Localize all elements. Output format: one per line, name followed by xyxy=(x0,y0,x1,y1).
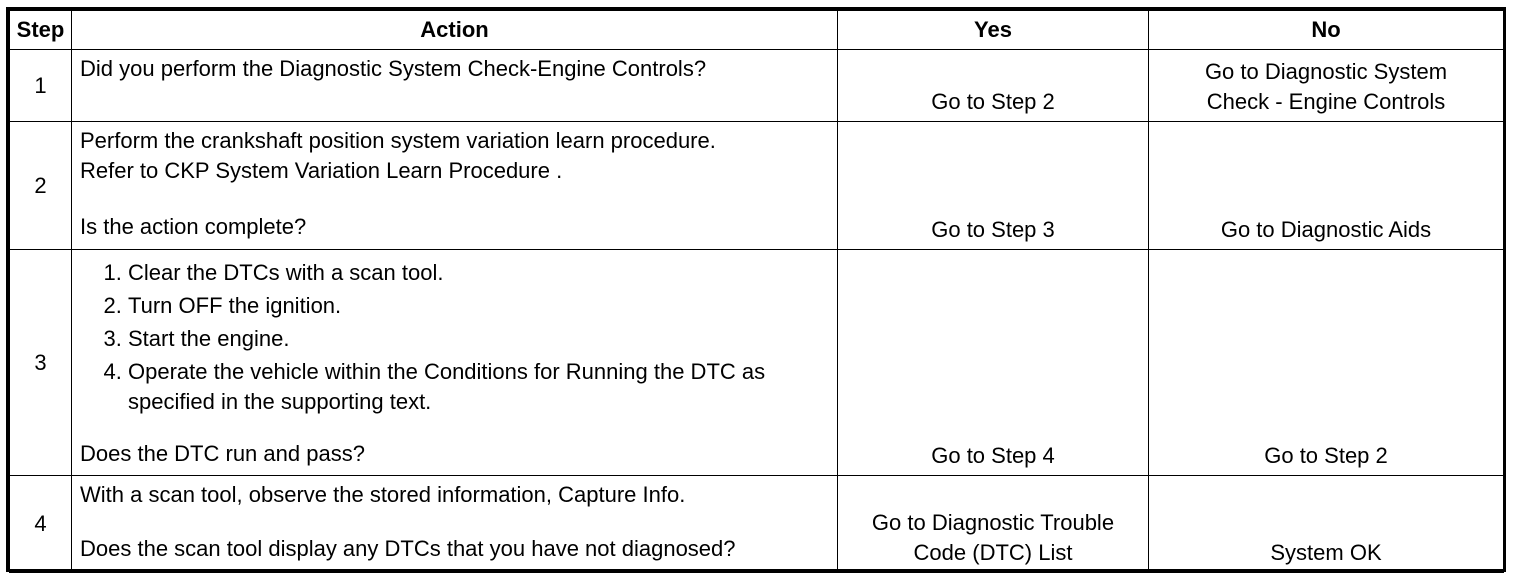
yes-link-line: Code (DTC) List xyxy=(913,540,1073,565)
diagnostic-table-container xyxy=(6,7,1506,572)
no-link[interactable] xyxy=(1149,57,1503,117)
table-row xyxy=(10,250,1504,476)
step-number: 4 xyxy=(10,476,72,573)
yes-link[interactable] xyxy=(838,508,1148,568)
list-item-text: 4. Operate the vehicle within the Conditions for Running the DTC as specified in the supporting text. xyxy=(128,359,766,414)
list-item: 1. Clear the DTCs with a scan tool. xyxy=(128,256,829,289)
step-number: 2 xyxy=(10,122,72,250)
spacer xyxy=(80,186,829,212)
action-question: Is the action complete? xyxy=(80,214,307,239)
header-row xyxy=(10,11,1504,50)
action-text: With a scan tool, observe the stored information, Capture Info. xyxy=(80,482,686,507)
step-number: 1 xyxy=(10,50,72,122)
no-link-line: Go to Diagnostic System xyxy=(1204,59,1448,84)
list-item: 2. Turn OFF the ignition. xyxy=(128,289,829,322)
diagnostic-table xyxy=(9,10,1504,573)
yes-link-line: Go to Diagnostic Trouble xyxy=(871,510,1115,535)
spacer xyxy=(80,510,829,534)
list-item xyxy=(128,355,829,417)
no-link[interactable]: Go to Step 2 xyxy=(1264,443,1388,468)
list-item: 3. Start the engine. xyxy=(128,322,829,355)
yes-cell xyxy=(838,50,1149,122)
action-text: Perform the crankshaft position system variation learn procedure. xyxy=(80,128,716,153)
header-yes: Yes xyxy=(838,11,1149,50)
no-cell xyxy=(1149,250,1504,476)
procedure-link[interactable]: Refer to CKP System Variation Learn Procedure . xyxy=(80,158,563,183)
action-cell xyxy=(72,250,838,476)
table-row xyxy=(10,50,1504,122)
procedure-list xyxy=(80,256,829,417)
spacer xyxy=(80,417,829,439)
header-step: Step xyxy=(10,11,72,50)
header-no: No xyxy=(1149,11,1504,50)
no-link[interactable]: Go to Diagnostic Aids xyxy=(1220,217,1432,242)
action-text xyxy=(80,156,829,186)
no-result: System OK xyxy=(1270,540,1382,565)
no-cell xyxy=(1149,122,1504,250)
action-cell xyxy=(72,50,838,122)
yes-link[interactable]: Go to Step 2 xyxy=(931,89,1055,114)
yes-link[interactable]: Go to Step 3 xyxy=(931,217,1055,242)
no-link-line: Check - Engine Controls xyxy=(1206,89,1446,114)
header-action: Action xyxy=(72,11,838,50)
yes-cell xyxy=(838,122,1149,250)
action-text: Did you perform the Diagnostic System Check-Engine Controls? xyxy=(80,56,707,81)
action-cell xyxy=(72,122,838,250)
step-number: 3 xyxy=(10,250,72,476)
yes-link[interactable]: Go to Step 4 xyxy=(931,443,1055,468)
action-question: Does the DTC run and pass? xyxy=(80,441,365,466)
table-row xyxy=(10,476,1504,573)
action-question: Does the scan tool display any DTCs that you have not diagnosed? xyxy=(80,536,736,561)
no-cell xyxy=(1149,476,1504,573)
yes-cell xyxy=(838,476,1149,573)
table-row xyxy=(10,122,1504,250)
action-cell xyxy=(72,476,838,573)
yes-cell xyxy=(838,250,1149,476)
no-cell xyxy=(1149,50,1504,122)
